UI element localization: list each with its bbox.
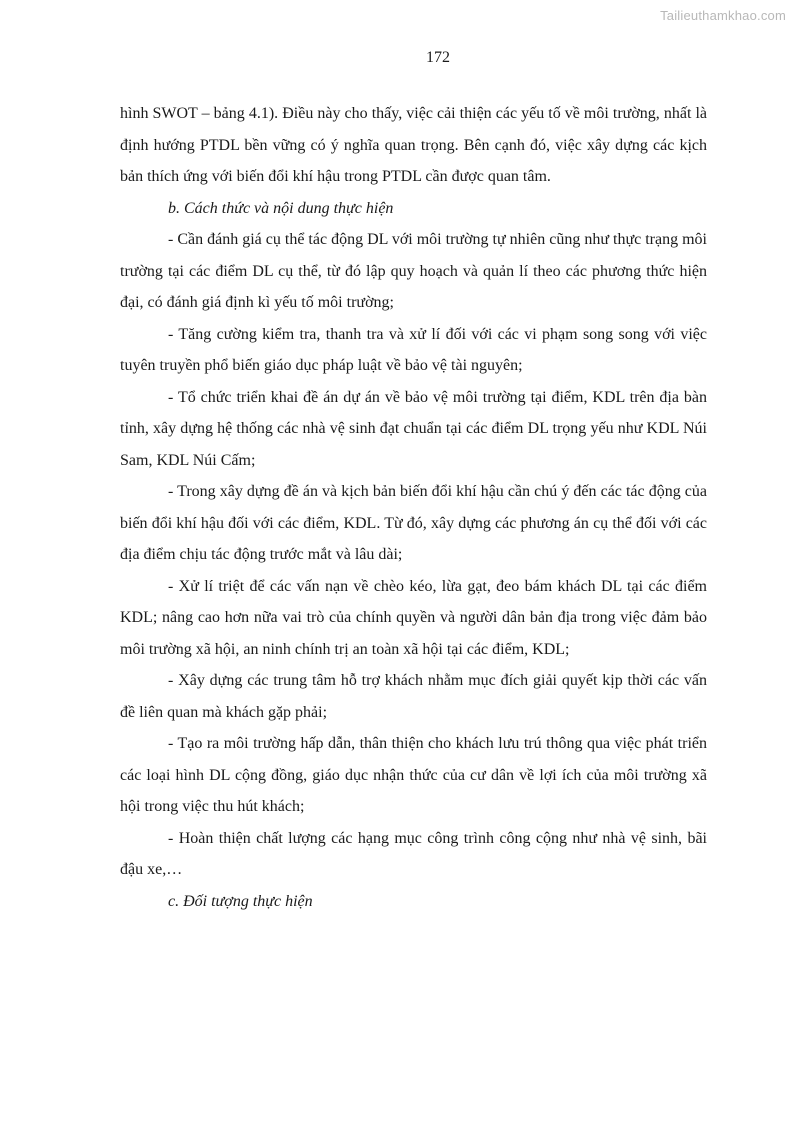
bullet-item: - Cần đánh giá cụ thể tác động DL với môi trường tự nhiên cũng như thực trạng môi trường tại các điểm DL cụ thể, từ đó lập quy hoạch và quản lí theo các phương thức hiện đại, có đánh giá định kì yếu tố môi trường; [120, 231, 707, 311]
bullet-item: - Xử lí triệt để các vấn nạn về chèo kéo, lừa gạt, đeo bám khách DL tại các điểm KDL; nâng cao hơn nữa vai trò của chính quyền và người dân bản địa trong việc đảm bảo môi trường xã hội, an ninh chính trị an toàn xã hội tại các điểm, KDL; [120, 577, 707, 658]
watermark: Tailieuthamkhao.com [660, 8, 786, 23]
bullet-item: - Tạo ra môi trường hấp dẫn, thân thiện cho khách lưu trú thông qua việc phát triển các loại hình DL cộng đồng, giáo dục nhận thức của cư dân về lợi ích của môi trường xã hội trong việc thu hút khách; [120, 735, 707, 815]
section-heading-b: b. Cách thức và nội dung thực hiện [168, 199, 394, 217]
section-heading-c: c. Đối tượng thực hiện [168, 892, 313, 910]
page-body [120, 98, 707, 917]
bullet-item: - Trong xây dựng đề án và kịch bản biến đổi khí hậu cần chú ý đến các tác động của biến đổi khí hậu đối với các điểm, KDL. Từ đó, xây dựng các phương án cụ thể đối với các địa điểm chịu tác động trước mắt và lâu dài; [120, 483, 707, 563]
bullet-item: - Hoàn thiện chất lượng các hạng mục công trình công cộng như nhà vệ sinh, bãi đậu xe,… [120, 829, 707, 878]
bullet-item: - Xây dựng các trung tâm hỗ trợ khách nhằm mục đích giải quyết kịp thời các vấn đề liên quan mà khách gặp phải; [120, 672, 707, 721]
bullet-item: - Tổ chức triển khai đề án dự án về bảo vệ môi trường tại điểm, KDL trên địa bàn tỉnh, xây dựng hệ thống các nhà vệ sinh đạt chuẩn tại các điểm DL trọng yếu như KDL Núi Sam, KDL Núi Cấm; [120, 388, 707, 469]
page-number: 172 [426, 49, 450, 66]
bullet-item: - Tăng cường kiểm tra, thanh tra và xử lí đối với các vi phạm song song với việc tuyên truyền phổ biến giáo dục pháp luật về bảo vệ tài nguyên; [120, 325, 707, 374]
paragraph-intro: hình SWOT – bảng 4.1). Điều này cho thấy, việc cải thiện các yếu tố về môi trường, nhất là định hướng PTDL bền vững có ý nghĩa quan trọng. Bên cạnh đó, việc xây dựng các kịch bản thích ứng với biến đổi khí hậu trong PTDL cần được quan tâm. [120, 105, 707, 185]
